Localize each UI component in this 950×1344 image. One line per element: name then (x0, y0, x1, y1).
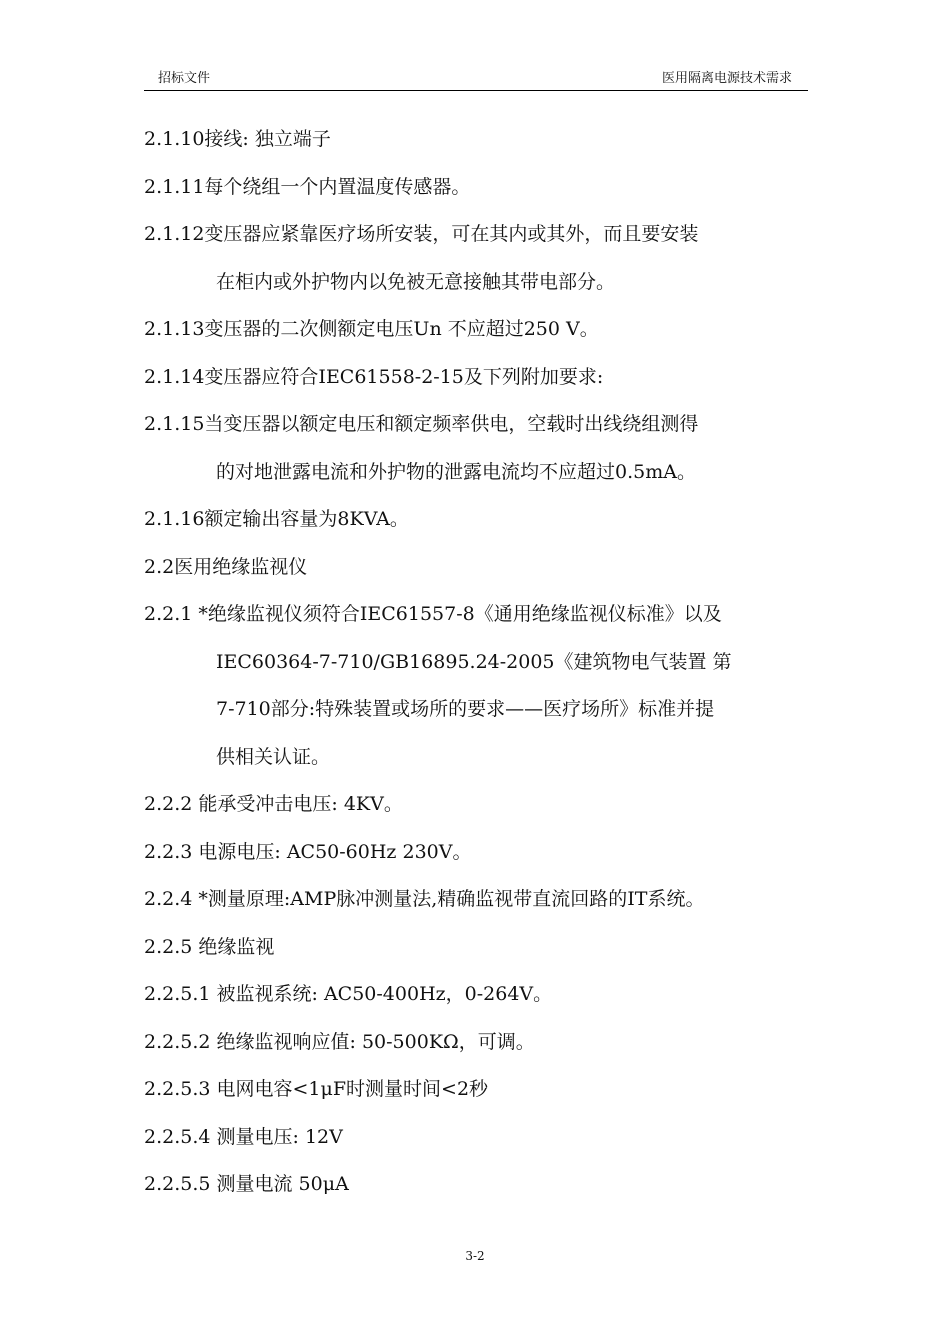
clause-2-2-5-3: 2.2.5.3 电网电容<1μF时测量时间<2秒 (144, 1078, 489, 1100)
clause-2-2-1-continued-2: 7-710部分:特殊装置或场所的要求——医疗场所》标准并提 (216, 698, 715, 720)
clause-2-1-13: 2.1.13变压器的二次侧额定电压Un 不应超过250 V。 (144, 318, 599, 340)
section-heading-2-2: 2.2医用绝缘监视仪 (144, 555, 308, 578)
header-doc-type: 招标文件 (158, 71, 211, 86)
clause-2-1-11: 2.1.11每个绕组一个内置温度传感器。 (144, 175, 471, 198)
clause-2-2-1: 2.2.1 *绝缘监视仪须符合IEC61557-8《通用绝缘监视仪标准》以及 (144, 603, 722, 625)
clause-2-2-2: 2.2.2 能承受冲击电压: 4KV。 (144, 793, 403, 815)
clause-2-2-3: 2.2.3 电源电压: AC50-60Hz 230V。 (144, 840, 472, 863)
document-body (144, 116, 808, 1209)
clause-2-2-5-4: 2.2.5.4 测量电压: 12V (144, 1125, 343, 1148)
clause-2-2-1-continued-1: IEC60364-7-710/GB16895.24-2005《建筑物电气装置 第 (216, 650, 732, 673)
clause-2-2-4: 2.2.4 *测量原理:AMP脉冲测量法,精确监视带直流回路的IT系统。 (144, 888, 705, 910)
clause-2-2-5: 2.2.5 绝缘监视 (144, 935, 275, 958)
clause-2-2-5-2: 2.2.5.2 绝缘监视响应值: 50-500KΩ，可调。 (144, 1030, 535, 1053)
clause-2-1-15-continued: 的对地泄露电流和外护物的泄露电流均不应超过0.5mA。 (216, 460, 696, 483)
page-header (144, 70, 808, 91)
page-number: 3-2 (465, 1249, 485, 1263)
clause-2-1-14: 2.1.14变压器应符合IEC61558-2-15及下列附加要求: (144, 365, 604, 388)
clause-2-1-15: 2.1.15当变压器以额定电压和额定频率供电，空载时出线绕组测得 (144, 413, 699, 435)
clause-2-2-5-1: 2.2.5.1 被监视系统: AC50-400Hz，0-264V。 (144, 983, 553, 1005)
header-doc-title: 医用隔离电源技术需求 (661, 71, 792, 86)
clause-2-2-1-continued-3: 供相关认证。 (216, 745, 331, 768)
clause-2-1-12: 2.1.12变压器应紧靠医疗场所安装，可在其内或其外，而且要安装 (144, 223, 699, 245)
clause-2-1-16: 2.1.16额定输出容量为8KVA。 (144, 508, 409, 530)
clause-2-1-12-continued: 在柜内或外护物内以免被无意接触其带电部分。 (216, 270, 616, 293)
clause-2-2-5-5: 2.2.5.5 测量电流 50μA (144, 1173, 349, 1195)
clause-2-1-10: 2.1.10接线: 独立端子 (144, 128, 331, 150)
